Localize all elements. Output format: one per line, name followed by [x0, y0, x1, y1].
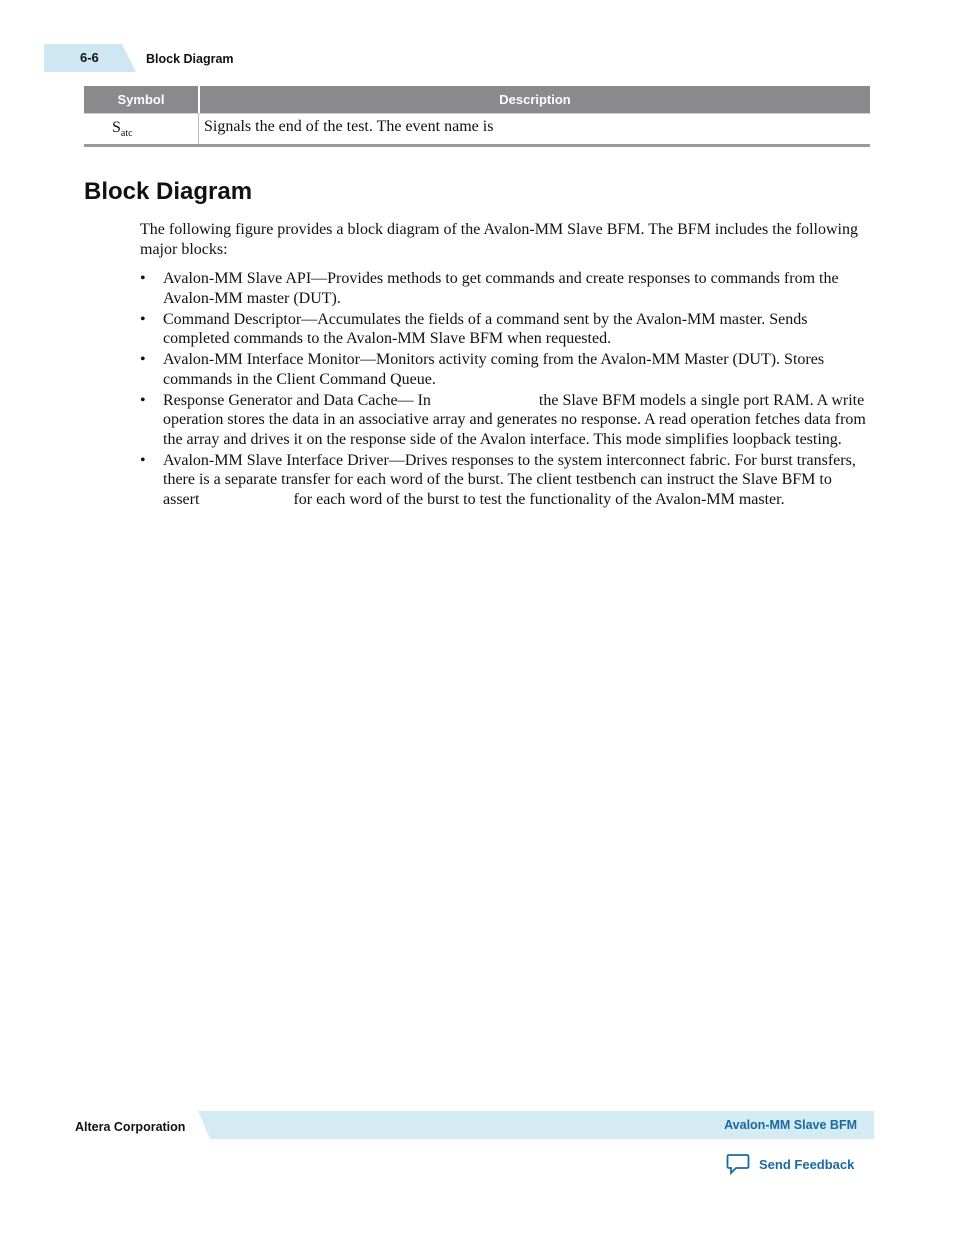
page-number: 6-6 — [80, 50, 99, 65]
list-item: • Avalon-MM Slave API—Provides methods to get commands and create responses to commands from the Avalon-MM master (DUT). — [140, 270, 839, 307]
list-item: • Response Generator and Data Cache— In the Slave BFM models a single port RAM. A write operation stores the data in an associative array and generates no response. A read operation fetches data from the array and drives it on the response side of the Avalon interface. This mode simplifies loopback testing. — [140, 391, 866, 448]
table-bottom-rule — [84, 144, 870, 147]
symbol-main: S — [112, 119, 121, 136]
column-header-symbol: Symbol — [84, 86, 198, 113]
table-header — [84, 86, 870, 113]
send-feedback-link[interactable] — [726, 1153, 854, 1175]
footer-company: Altera Corporation — [75, 1120, 186, 1134]
symbol-subscript: atc — [120, 128, 133, 140]
signal-table — [84, 86, 870, 147]
block-list — [140, 269, 872, 509]
send-feedback-label: Send Feedback — [759, 1156, 855, 1172]
column-header-description: Description — [200, 86, 870, 113]
intro-paragraph: The following figure provides a block diagram of the Avalon-MM Slave BFM. The BFM includes the following major blocks: — [140, 221, 858, 258]
section-heading: Block Diagram — [84, 178, 253, 205]
footer-doc-title: Avalon-MM Slave BFM — [724, 1118, 857, 1132]
feedback-icon — [726, 1153, 750, 1175]
list-item: • Command Descriptor—Accumulates the fields of a command sent by the Avalon-MM master. Sends completed commands to the Avalon-MM Slave BFM when requested. — [140, 310, 808, 347]
symbol-cell — [84, 114, 199, 144]
list-item: • Avalon-MM Slave Interface Driver—Drives responses to the system interconnect fabric. For burst transfers, there is a separate transfer for each word of the burst. The client testbench can instruct the Slave BFM to assert for each word of the burst to test the functionality of the Avalon-MM master. — [140, 451, 856, 508]
table-row — [84, 113, 870, 144]
list-item: • Avalon-MM Interface Monitor—Monitors activity coming from the Avalon-MM Master (DUT). Stores commands in the Client Command Queue. — [140, 351, 825, 388]
running-header-title: Block Diagram — [146, 52, 234, 66]
section-body — [140, 220, 872, 511]
description-cell: Signals the end of the test. The event name is — [204, 118, 494, 135]
